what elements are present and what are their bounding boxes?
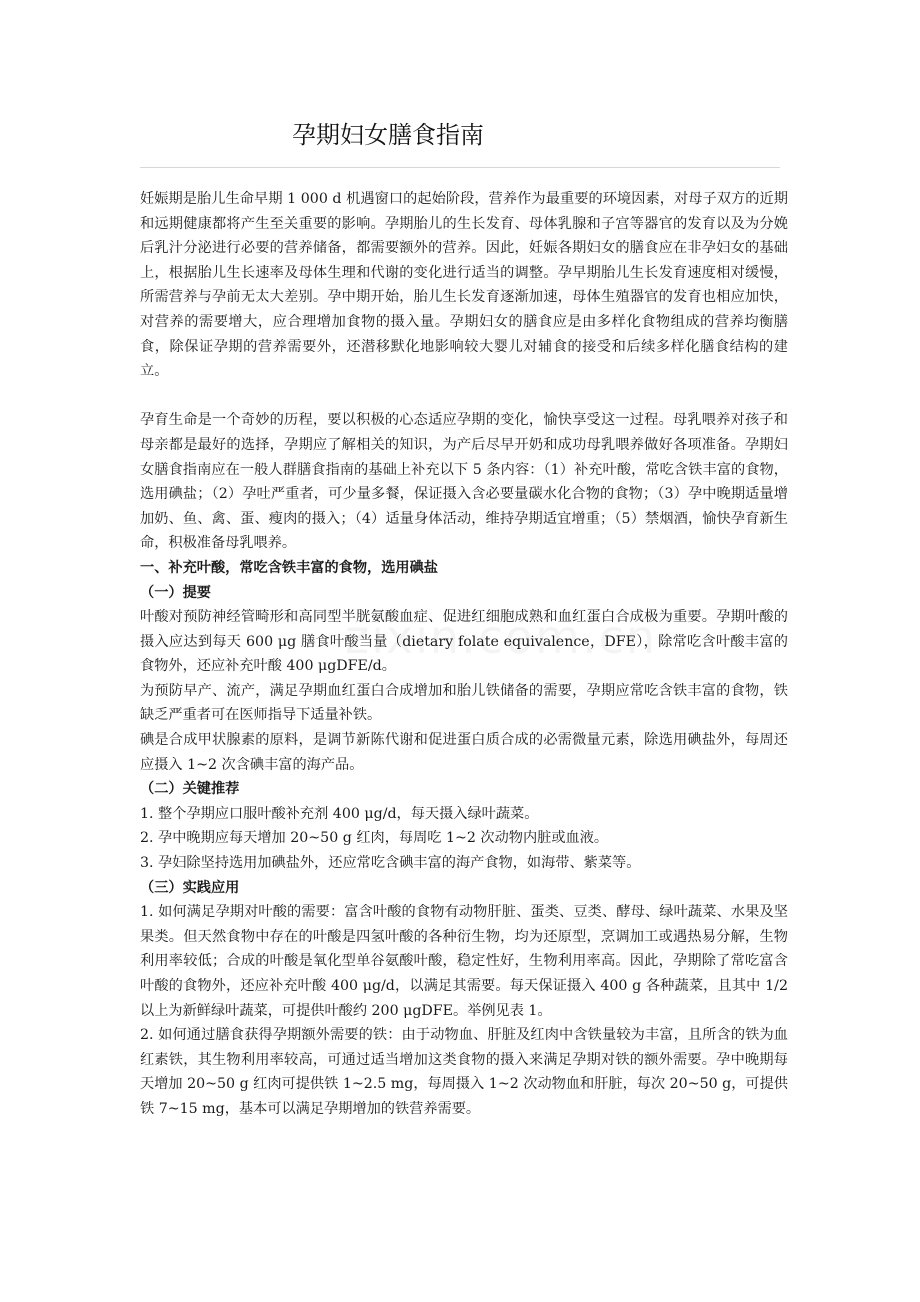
summary-paragraph-folate: 叶酸对预防神经管畸形和高同型半胱氨酸血症、促进红细胞成熟和血红蛋白合成极为重要。孕期叶酸的摄入应达到每天 600 μg 膳食叶酸当量（dietary folate equivalence，DFE），除常吃含叶酸丰富的食物外，还应补充叶酸 400 μgDFE/d。 [140,609,788,675]
document-body [140,187,788,1122]
practice-item-1: 1. 如何满足孕期对叶酸的需要：富含叶酸的食物有动物肝脏、蛋类、豆类、酵母、绿叶蔬菜、水果及坚果类。但天然食物中存在的叶酸是四氢叶酸的各种衍生物，均为还原型，烹调加工或遇热易分解，生物利用率较低；合成的叶酸是氧化型单谷氨酸叶酸，稳定性好，生物利用率高。因此，孕期除了常吃富含叶酸的食物外，还应补充叶酸 400 μg/d，以满足其需要。每天保证摄入 400 g 各种蔬菜，且其中 1/2 以上为新鲜绿叶蔬菜，可提供叶酸约 200 μgDFE。举例见表 1。 [140,904,788,1019]
practice-item-2: 2. 如何通过膳食获得孕期额外需要的铁：由于动物血、肝脏及红肉中含铁量较为丰富，且所含的铁为血红素铁，其生物利用率较高，可通过适当增加这类食物的摄入来满足孕期对铁的额外需要。孕中晚期每天增加 20~50 g 红肉可提供铁 1~2.5 mg，每周摄入 1~2 次动物血和肝脏，每次 20~50 g，可提供铁 7~15 mg，基本可以满足孕期增加的铁营养需要。 [140,1027,788,1117]
page-title: 孕期妇女膳食指南 [292,121,484,149]
summary-paragraph-iodine: 碘是合成甲状腺素的原料，是调节新陈代谢和促进蛋白质合成的必需微量元素，除选用碘盐外，每周还应摄入 1~2 次含碘丰富的海产品。 [140,732,788,773]
recommendation-item-2: 2. 孕中晚期应每天增加 20~50 g 红肉，每周吃 1~2 次动物内脏或血液。 [140,830,609,847]
recommendation-item-3: 3. 孕妇除坚持选用加碘盐外，还应常吃含碘丰富的海产食物，如海带、紫菜等。 [140,855,641,872]
subsection-heading-summary: （一）提要 [140,584,211,601]
summary-paragraph-iron: 为预防早产、流产，满足孕期血红蛋白合成增加和胎儿铁储备的需要，孕期应常吃含铁丰富的食物，铁缺乏严重者可在医师指导下适量补铁。 [140,682,788,724]
intro-paragraph-2: 孕育生命是一个奇妙的历程，要以积极的心态适应孕期的变化，愉快享受这一过程。母乳喂养对孩子和母亲都是最好的选择，孕期应了解相关的知识，为产后尽早开奶和成功母乳喂养做好各项准备。孕期妇女膳食指南应在一般人群膳食指南的基础上补充以下 5 条内容：（1）补充叶酸，常吃含铁丰富的食物，选用碘盐；（2）孕吐严重者，可少量多餐，保证摄入含必要量碳水化合物的食物；（3）孕中晚期适量增加奶、鱼、禽、蛋、瘦肉的摄入；（4）适量身体活动，维持孕期适宜增重；（5）禁烟酒，愉快孕育新生命，积极准备母乳喂养。 [140,412,788,552]
section-heading-1: 一、补充叶酸，常吃含铁丰富的食物，选用碘盐 [140,559,438,576]
intro-paragraph-1: 妊娠期是胎儿生命早期 1 000 d 机遇窗口的起始阶段，营养作为最重要的环境因素，对母子双方的近期和远期健康都将产生至关重要的影响。孕期胎儿的生长发育、母体乳腺和子宫等器官的发育以及为分娩后乳汁分泌进行必要的营养储备，都需要额外的营养。因此，妊娠各期妇女的膳食应在非孕妇女的基础上，根据胎儿生长速率及母体生理和代谢的变化进行适当的调整。孕早期胎儿生长发育速度相对缓慢，所需营养与孕前无太大差别。孕中期开始，胎儿生长发育逐渐加速，母体生殖器官的发育也相应加快，对营养的需要增大，应合理增加食物的摄入量。孕期妇女的膳食应是由多样化食物组成的营养均衡膳食，除保证孕期的营养需要外，还潜移默化地影响较大婴儿对辅食的接受和后续多样化膳食结构的建立。 [140,191,788,380]
subsection-heading-practice: （三）实践应用 [140,879,240,896]
title-divider [140,167,780,168]
subsection-heading-recommendations: （二）关键推荐 [140,781,240,798]
recommendation-item-1: 1. 整个孕期应口服叶酸补充剂 400 μg/d，每天摄入绿叶蔬菜。 [140,805,539,822]
paragraph-gap [140,384,788,409]
